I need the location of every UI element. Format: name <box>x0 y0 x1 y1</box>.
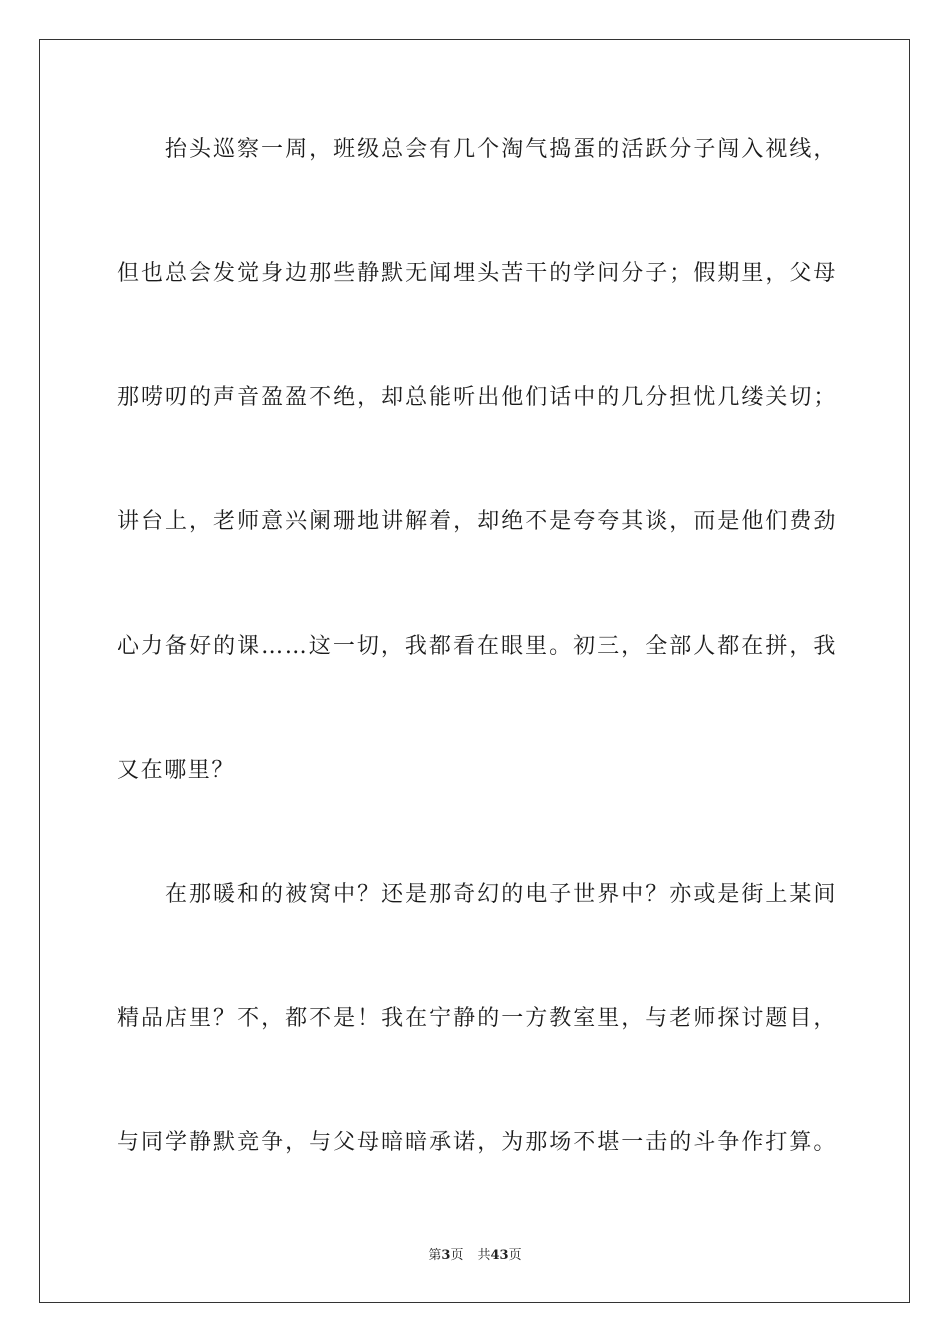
paragraph-line-2: 但也总会发觉身边那些静默无闻埋头苦干的学问分子；假期里，父母 <box>117 261 837 286</box>
page-suffix: 页 <box>450 1248 464 1263</box>
paragraph-line-9: 与同学静默竞争，与父母暗暗承诺，为那场不堪一击的斗争作打算。 <box>117 1130 837 1155</box>
paragraph-line-4: 讲台上，老师意兴阑珊地讲解着，却绝不是夸夸其谈，而是他们费劲 <box>117 509 837 534</box>
paragraph-line-7: 在那暖和的被窝中？还是那奇幻的电子世界中？亦或是街上某间 <box>165 882 837 907</box>
page-prefix: 第 <box>428 1248 442 1263</box>
page-footer <box>0 1246 950 1266</box>
paragraph-line-1: 抬头巡察一周，班级总会有几个淘气捣蛋的活跃分子闯入视线， <box>165 137 837 162</box>
page-border <box>39 39 910 1303</box>
total-prefix: 共 <box>477 1248 491 1263</box>
total-suffix: 页 <box>508 1248 522 1263</box>
page-number: 3 <box>441 1248 451 1263</box>
total-pages: 43 <box>490 1248 509 1263</box>
paragraph-line-5: 心力备好的课……这一切，我都看在眼里。初三，全部人都在拼，我 <box>117 634 837 659</box>
paragraph-line-6: 又在哪里？ <box>117 758 236 783</box>
paragraph-line-8: 精品店里？不，都不是！我在宁静的一方教室里，与老师探讨题目， <box>117 1006 837 1031</box>
paragraph-line-3: 那唠叨的声音盈盈不绝，却总能听出他们话中的几分担忧几缕关切； <box>117 385 837 410</box>
